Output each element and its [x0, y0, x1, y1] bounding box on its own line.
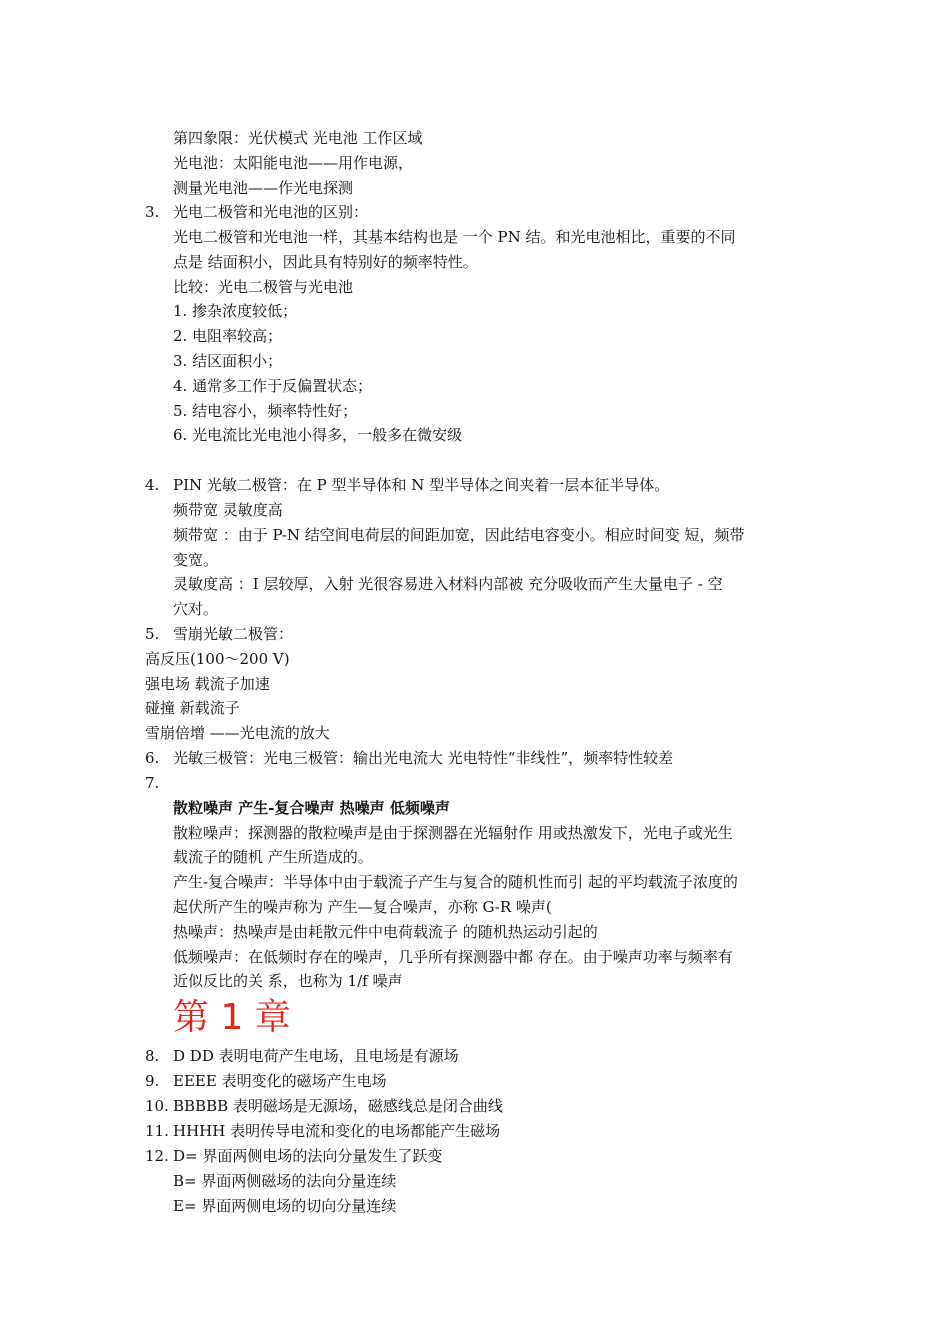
list-number: 9.: [145, 1072, 160, 1090]
list-number: 4.: [145, 476, 160, 494]
text-line: D= 界面两侧电场的法向分量发生了跃变: [173, 1147, 443, 1165]
text-line: 低频噪声：在低频时存在的噪声，几乎所有探测器中都 存在。由于噪声功率与频率有: [173, 948, 733, 966]
text-line: 4. 通常多工作于反偏置状态；: [173, 377, 373, 395]
text-line: 6. 光电流比光电池小得多，一般多在微安级: [173, 426, 463, 444]
list-number: 12.: [145, 1147, 169, 1165]
text-line: 3. 结区面积小；: [173, 352, 283, 370]
text-line: 测量光电池——作光电探测: [173, 179, 354, 197]
text-line: D DD 表明电荷产生电场，且电场是有源场: [173, 1047, 459, 1065]
list-number: 6.: [145, 749, 160, 767]
text-line: HHHH 表明传导电流和变化的电场都能产生磁场: [173, 1122, 501, 1140]
text-line: B= 界面两侧磁场的法向分量连续: [173, 1172, 397, 1190]
text-line: 近似反比的关 系，也称为 1/f 噪声: [173, 972, 403, 990]
text-line: 2. 电阻率较高；: [173, 327, 283, 345]
text-line: 5. 结电容小，频率特性好；: [173, 402, 358, 420]
text-line: 光敏三极管：光电三极管：输出光电流大 光电特性“非线性”，频率特性较差: [173, 749, 674, 767]
chapter-heading: 第 1 章: [173, 997, 291, 1038]
list-number: 8.: [145, 1047, 160, 1065]
text-line: 光电二极管和光电池的区别：: [173, 203, 369, 221]
text-line: 频带宽 ：由于 P-N 结空间电荷层的间距加宽，因此结电容变小。相应时间变 短，频带: [173, 526, 745, 544]
list-number: 11.: [145, 1122, 169, 1140]
text-line: 穴对。: [173, 600, 219, 618]
list-number: 5.: [145, 625, 160, 643]
noise-types-heading: 散粒噪声 产生-复合噪声 热噪声 低频噪声: [173, 799, 450, 817]
text-line: 强电场 载流子加速: [145, 675, 270, 693]
text-line: PIN 光敏二极管：在 P 型半导体和 N 型半导体之间夹着一层本征半导体。: [173, 476, 670, 494]
text-line: 载流子的随机 产生所造成的。: [173, 848, 373, 866]
text-line: 比较：光电二极管与光电池: [173, 278, 354, 296]
text-line: 散粒噪声：探测器的散粒噪声是由于探测器在光辐射作 用或热激发下，光电子或光生: [173, 824, 733, 842]
text-line: 产生-复合噪声：半导体中由于载流子产生与复合的随机性而引 起的平均载流子浓度的: [173, 873, 738, 891]
text-line: 点是 结面积小，因此具有特别好的频率特性。: [173, 253, 478, 271]
text-line: 光电二极管和光电池一样，其基本结构也是 一个 PN 结。和光电池相比，重要的不同: [173, 228, 736, 246]
text-line: 雪崩倍增 ——光电流的放大: [145, 724, 330, 742]
text-line: 热噪声：热噪声是由耗散元件中电荷载流子 的随机热运动引起的: [173, 923, 598, 941]
text-line: BBBBB 表明磁场是无源场，磁感线总是闭合曲线: [173, 1097, 503, 1115]
text-line: EEEE 表明变化的磁场产生电场: [173, 1072, 387, 1090]
text-line: 1. 掺杂浓度较低；: [173, 302, 298, 320]
text-line: 雪崩光敏二极管：: [173, 625, 294, 643]
text-line: 光电池：太阳能电池——用作电源，: [173, 154, 414, 172]
text-line: 第四象限：光伏模式 光电池 工作区域: [173, 129, 423, 147]
list-number: 10.: [145, 1097, 169, 1115]
list-number: 3.: [145, 203, 160, 221]
text-line: 灵敏度高 ：I 层较厚，入射 光很容易进入材料内部被 充分吸收而产生大量电子 - 空: [173, 575, 723, 593]
text-line: 碰撞 新载流子: [145, 699, 240, 717]
text-line: 高反压(100～200 V): [145, 650, 290, 668]
text-line: E= 界面两侧电场的切向分量连续: [173, 1197, 397, 1215]
list-number: 7.: [145, 774, 160, 792]
text-line: 频带宽 灵敏度高: [173, 501, 283, 519]
text-line: 变宽。: [173, 551, 219, 569]
text-line: 起伏所产生的噪声称为 产生—复合噪声，亦称 G-R 噪声(: [173, 898, 552, 916]
